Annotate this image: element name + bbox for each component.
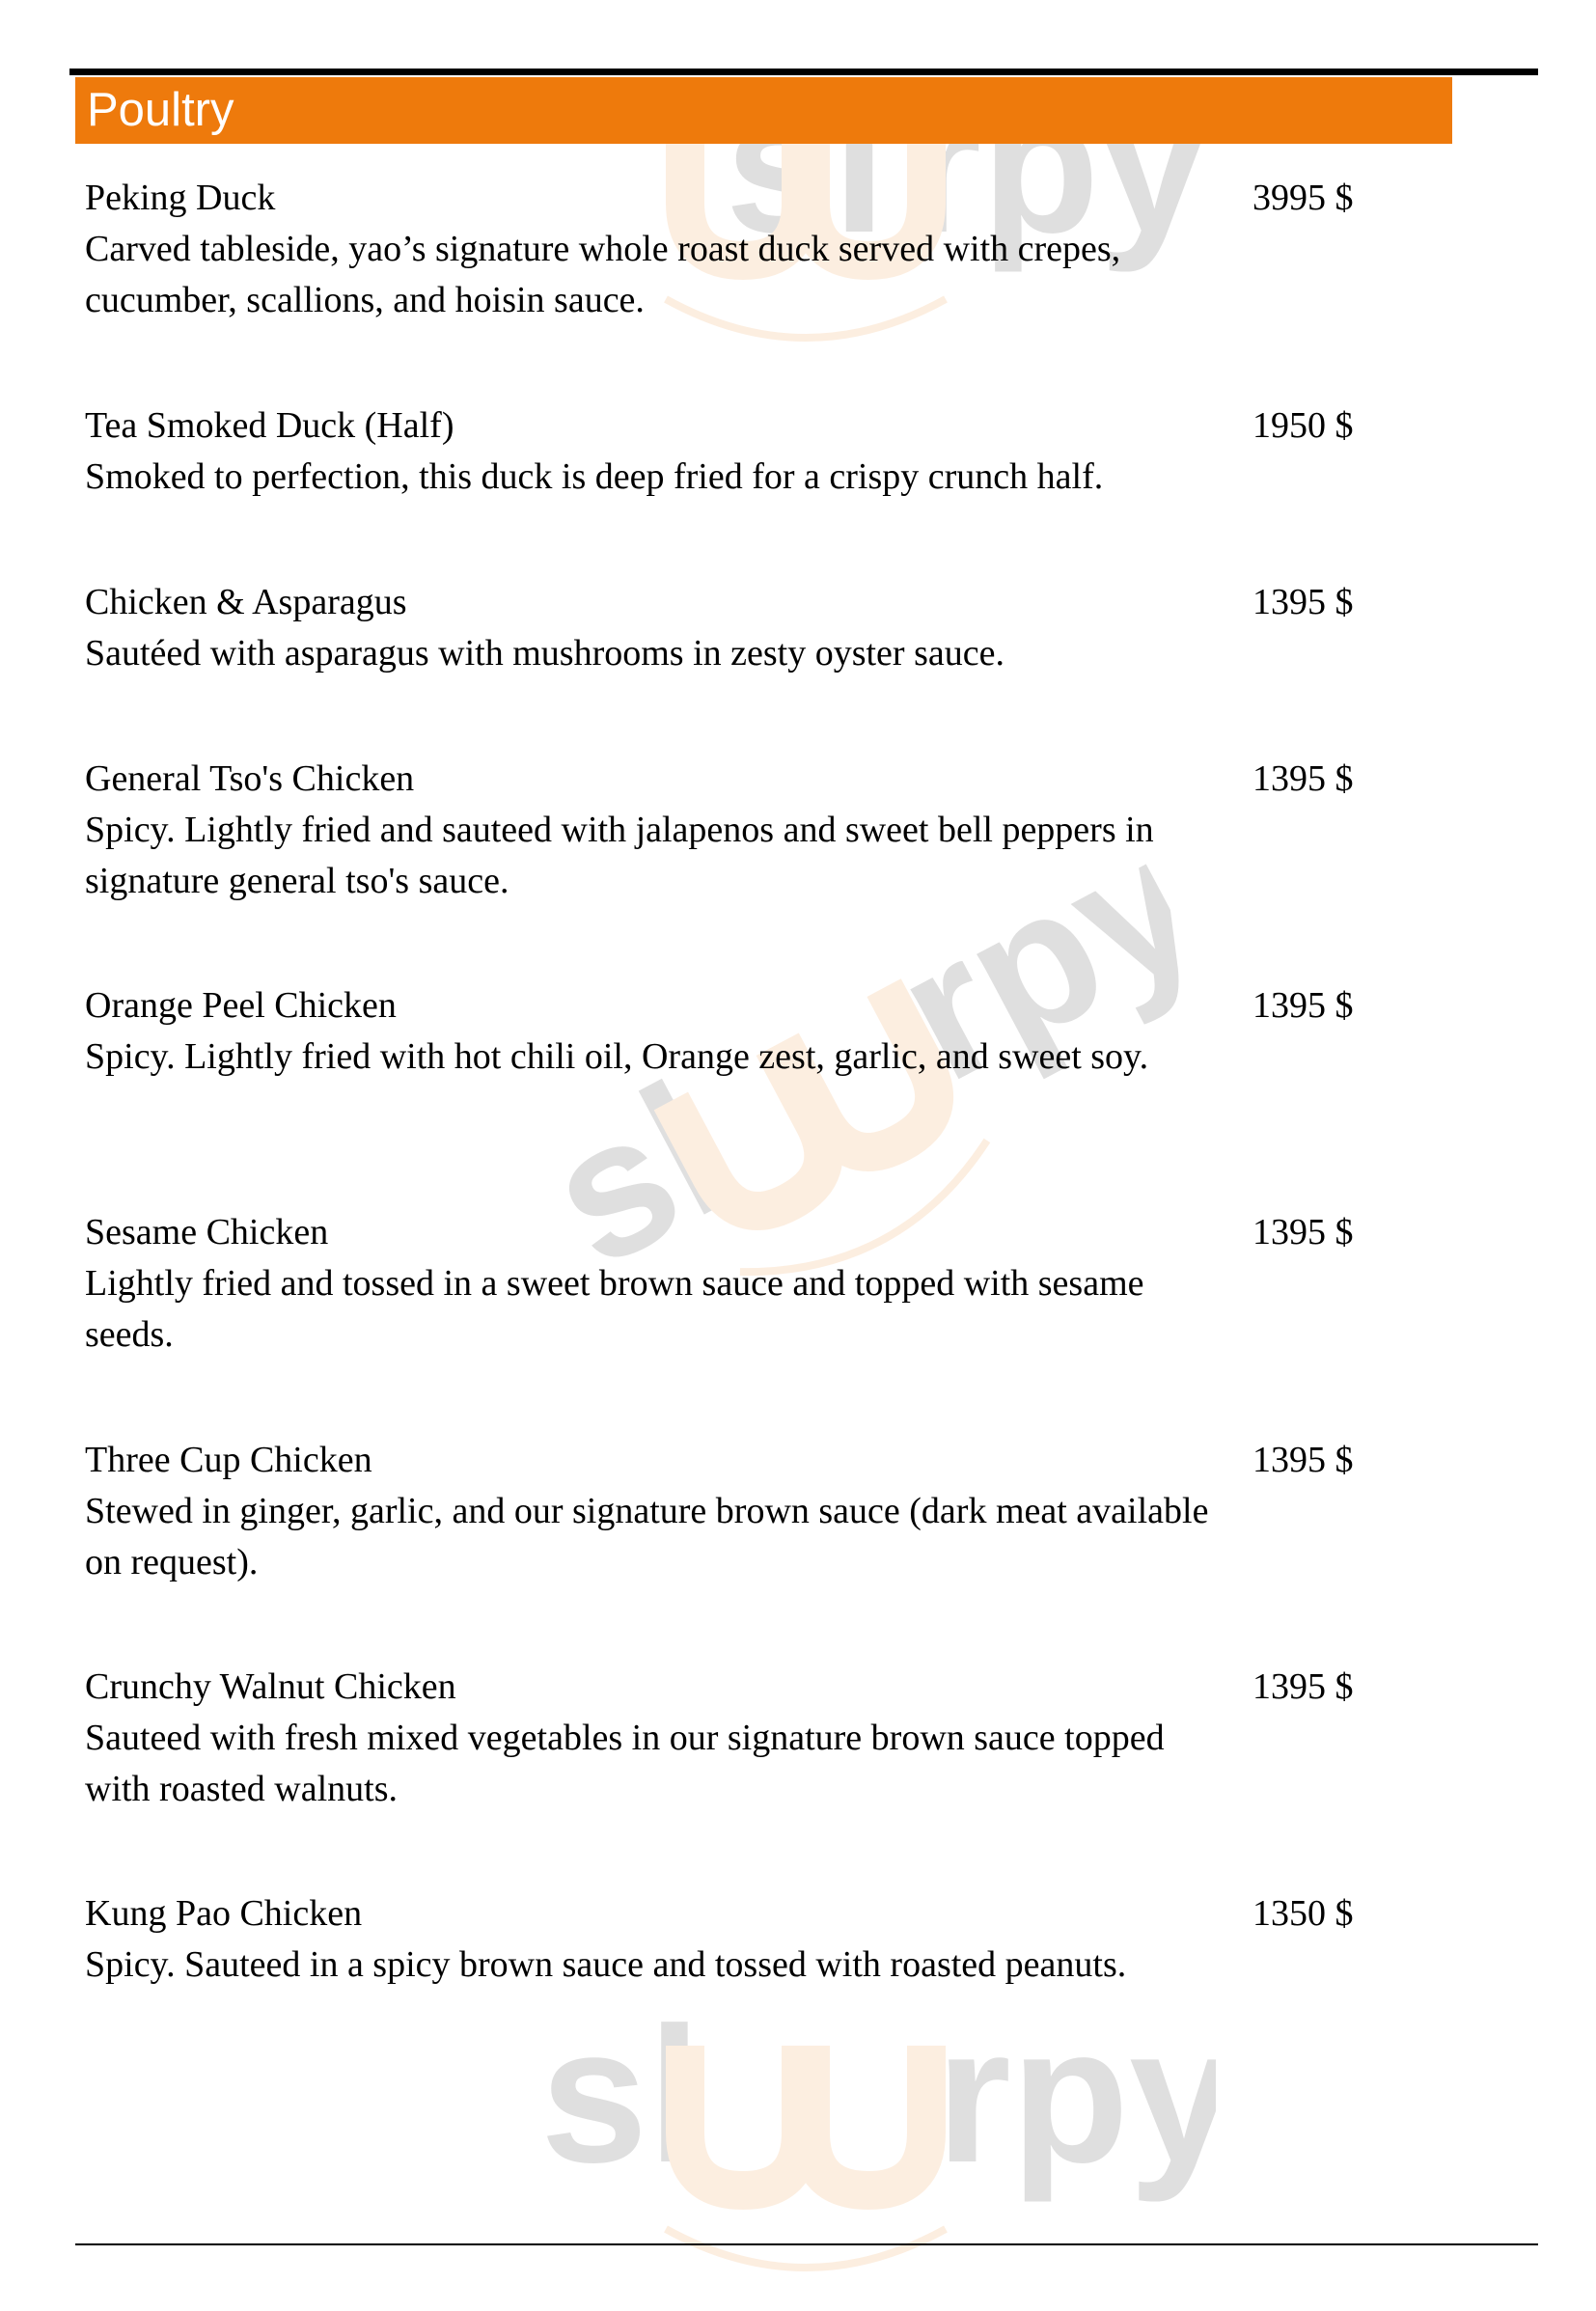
item-name: Crunchy Walnut Chicken <box>85 1666 456 1707</box>
item-price: 1395 $ <box>1252 1440 1354 1480</box>
item-description: Sautéed with asparagus with mushrooms in zesty oyster sauce. <box>85 633 1004 674</box>
item-description: Spicy. Lightly fried with hot chili oil, Orange zest, garlic, and sweet soy. <box>85 1036 1149 1077</box>
watermark-logo <box>396 1988 1216 2306</box>
svg-text:rpy: rpy <box>906 58 1207 273</box>
item-description: Spicy. Sauteed in a spicy brown sauce and tossed with roasted peanuts. <box>85 1944 1127 1985</box>
menu-item <box>85 1888 1378 1991</box>
menu-item <box>85 1662 1378 1815</box>
item-description: Smoked to perfection, this duck is deep fried for a crispy crunch half. <box>85 456 1104 497</box>
item-name: Chicken & Asparagus <box>85 582 407 622</box>
item-name: Orange Peel Chicken <box>85 985 397 1026</box>
item-price: 1395 $ <box>1252 758 1354 799</box>
item-name: General Tso's Chicken <box>85 758 415 799</box>
menu-item <box>85 577 1378 679</box>
item-name: Tea Smoked Duck (Half) <box>85 405 454 446</box>
svg-text:rpy: rpy <box>865 800 1232 1122</box>
section-header <box>75 77 1452 144</box>
svg-text:sl: sl <box>515 1042 759 1308</box>
item-description: Sauteed with fresh mixed vegetables in our signature brown sauce topped with roasted walnuts. <box>85 1718 1165 1809</box>
item-description: Carved tableside, yao’s signature whole roast duck served with crepes, cucumber, scallions, and hoisin sauce. <box>85 229 1121 320</box>
menu-item <box>85 1207 1378 1361</box>
menu-item <box>85 980 1378 1083</box>
item-price: 1395 $ <box>1252 985 1354 1026</box>
item-price: 1950 $ <box>1252 405 1354 446</box>
item-name: Three Cup Chicken <box>85 1440 372 1480</box>
item-price: 1350 $ <box>1252 1893 1354 1934</box>
item-description: Spicy. Lightly fried and sauteed with jalapenos and sweet bell peppers in signature general tso's sauce. <box>85 810 1154 901</box>
item-name: Peking Duck <box>85 178 276 218</box>
top-divider <box>69 69 1538 75</box>
svg-text:sl: sl <box>540 1988 702 2203</box>
menu-item <box>85 754 1378 907</box>
menu-item <box>85 173 1378 326</box>
item-price: 1395 $ <box>1252 1666 1354 1707</box>
item-price: 1395 $ <box>1252 1212 1354 1252</box>
item-description: Lightly fried and tossed in a sweet brown sauce and topped with sesame seeds. <box>85 1263 1144 1355</box>
menu-item <box>85 400 1378 503</box>
item-name: Kung Pao Chicken <box>85 1893 363 1934</box>
menu-item <box>85 1435 1378 1588</box>
svg-text:rpy: rpy <box>936 1988 1216 2203</box>
svg-text:sl: sl <box>725 58 887 273</box>
item-price: 3995 $ <box>1252 178 1354 218</box>
item-description: Stewed in ginger, garlic, and our signature brown sauce (dark meat available on request). <box>85 1491 1209 1582</box>
item-price: 1395 $ <box>1252 582 1354 622</box>
item-name: Sesame Chicken <box>85 1212 329 1252</box>
bottom-divider <box>75 2243 1538 2245</box>
section-title: Poultry <box>87 84 234 136</box>
